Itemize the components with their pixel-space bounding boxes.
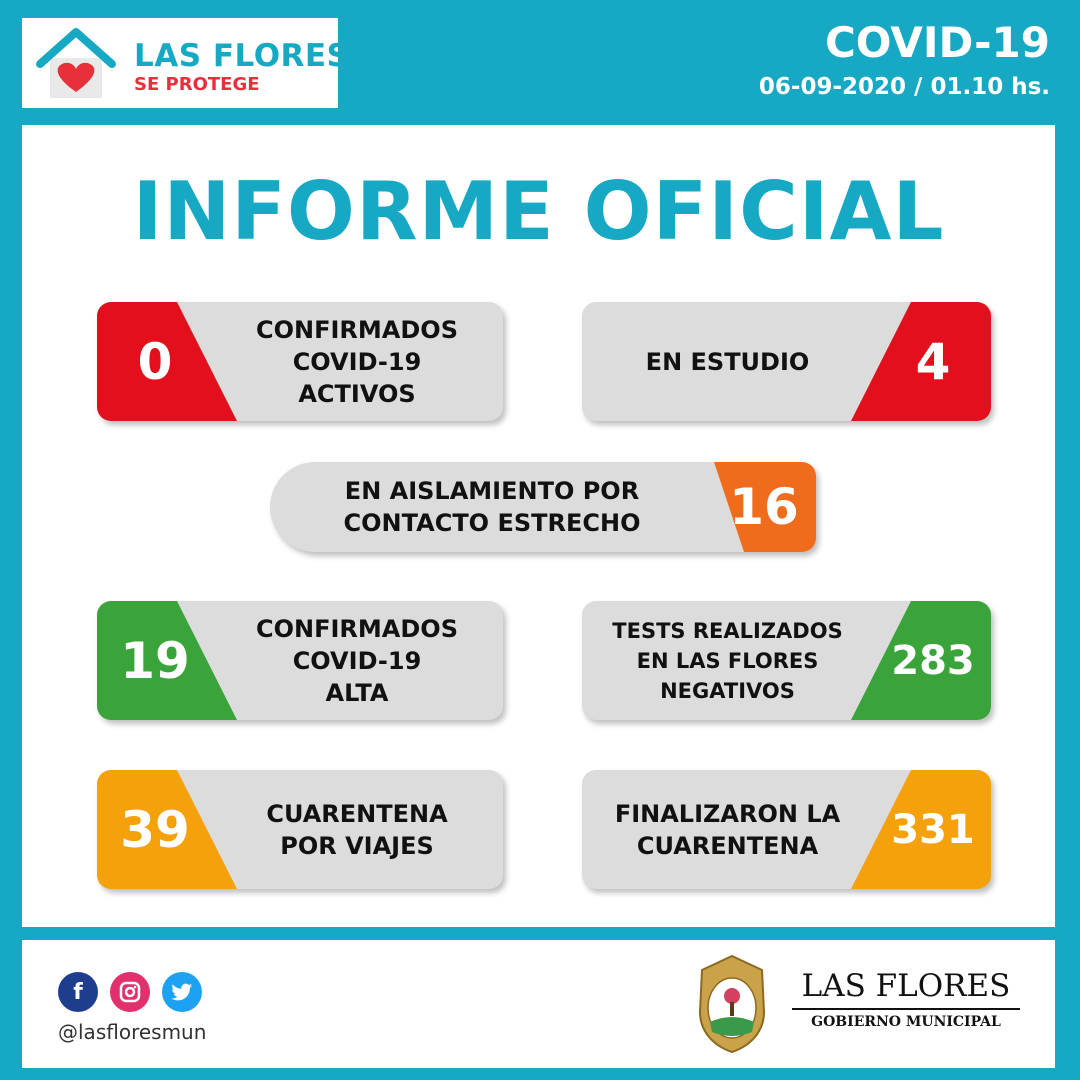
social-handle[interactable]: @lasfloresmun [58,1020,207,1044]
social-links [58,972,202,1012]
header-date: 06-09-2020 / 01.10 hs. [758,74,1050,100]
brand-subtitle: SE PROTEGE [134,74,260,95]
stat-confirmados-activos [97,302,503,421]
report-title: INFORME OFICIAL [132,165,945,258]
stat-value: 39 [120,800,190,859]
instagram-icon[interactable] [110,972,150,1012]
stat-label: CONFIRMADOS COVID-19 ALTA [256,614,458,707]
government-subtitle: GOBIERNO MUNICIPAL [811,1014,1001,1030]
stat-label: FINALIZARON LA CUARENTENA [614,799,841,860]
government-title: LAS FLORES [792,968,1020,1010]
stat-label: CUARENTENA POR VIAJES [266,799,448,860]
header-title: COVID-19 [824,18,1050,67]
stat-tests-negativos [582,601,991,720]
stat-value: 283 [891,637,975,684]
stat-confirmados-alta [97,601,503,720]
stat-cuarentena-viajes [97,770,503,889]
stat-label: EN ESTUDIO [645,347,810,376]
report-panel [22,125,1055,927]
brand-logo [22,18,350,108]
stat-label: TESTS REALIZADOS EN LAS FLORES NEGATIVOS [612,618,843,703]
stat-finalizaron-cuarentena [582,770,991,889]
stat-value: 0 [137,332,173,391]
stat-value: 16 [729,478,799,536]
footer [22,940,1055,1068]
brand-title: LAS FLORES [134,38,350,74]
house-heart-icon [36,24,116,102]
facebook-icon[interactable]: f [58,972,98,1012]
stat-label: EN AISLAMIENTO POR CONTACTO ESTRECHO [343,477,641,537]
stat-value: 4 [915,332,951,391]
stat-value: 331 [891,806,975,853]
twitter-icon[interactable] [162,972,202,1012]
stat-label: CONFIRMADOS COVID-19 ACTIVOS [256,315,458,408]
municipal-seal-icon [692,952,772,1056]
stat-value: 19 [120,631,190,690]
stat-aislamiento [270,462,816,552]
stat-en-estudio [582,302,991,421]
